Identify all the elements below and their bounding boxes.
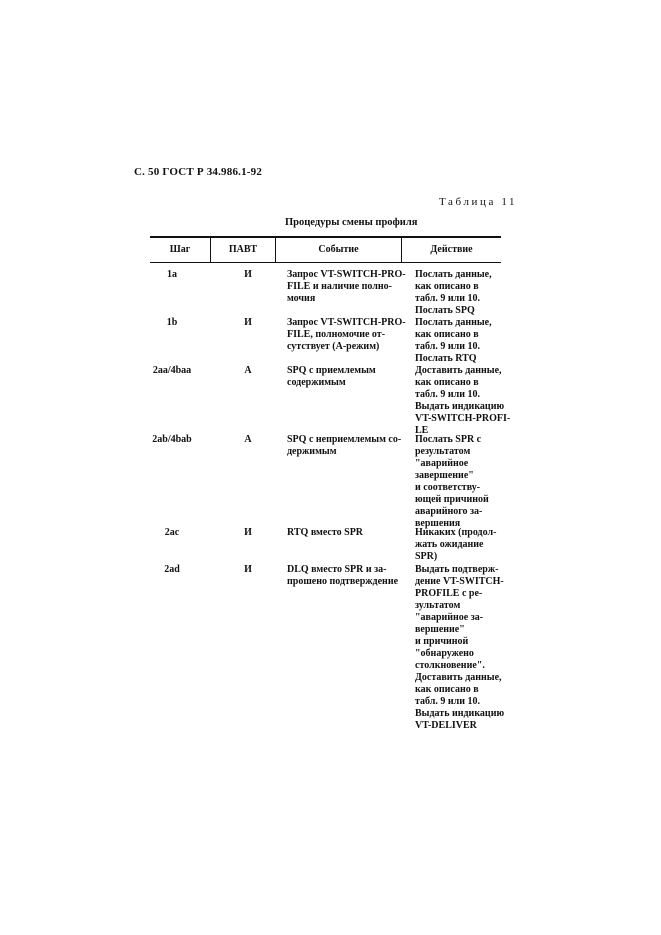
event-cell [287,434,401,458]
event-cell [287,365,376,389]
column-header-step: Шаг [169,244,191,255]
action-cell-line: и соответству- [415,482,481,493]
action-cell-line: вершение" [415,624,465,635]
action-cell-line: Послать SPQ [415,305,475,316]
action-cell-line: как описано в [415,377,479,388]
table-top-rule [150,236,501,238]
event-cell-line: RTQ вместо SPR [287,527,364,538]
action-cell-line: LE [415,425,429,436]
table-header-rule [150,262,501,263]
action-cell [415,527,496,563]
event-cell-line: содержимым [287,377,346,388]
action-cell-line: и причиной [415,636,469,647]
action-cell-line: как описано в [415,281,479,292]
table-label: Таблица 11 [439,196,518,208]
action-cell-line: жать ожидание [415,539,484,550]
event-cell-line: DLQ вместо SPR и за- [287,564,387,575]
action-cell-line: Послать данные, [415,269,492,280]
event-cell-line: FILE, полномочие от- [287,329,386,340]
action-cell [415,317,492,365]
event-cell-line: Запрос VT-SWITCH-PRO- [287,269,406,280]
action-cell-line: табл. 9 или 10. [415,389,481,400]
action-cell-line: как описано в [415,684,479,695]
event-cell [287,564,398,588]
step-cell: 1a [167,269,177,280]
action-cell-line: Выдать индикацию [415,708,505,719]
action-cell-line: Послать RTQ [415,353,477,364]
column-header-event: Событие [318,244,359,255]
action-cell-line: VT-DELIVER [415,720,477,731]
action-cell [415,269,492,317]
action-cell-line: вершения [415,518,461,529]
action-cell [415,564,504,732]
event-cell [287,317,406,353]
action-cell-line: табл. 9 или 10. [415,293,481,304]
action-cell-line: дение VT-SWITCH- [415,576,504,587]
action-cell-line: ющей причиной [415,494,489,505]
action-cell-line: Доставить данные, [415,365,502,376]
action-cell-line: завершение" [415,470,474,481]
pavt-cell: А [244,434,252,445]
table-title: Процедуры смены профиля [285,217,418,228]
event-cell-line: прошено подтверждение [287,576,399,587]
pavt-cell: А [244,365,252,376]
action-cell-line: аварийного за- [415,506,483,517]
action-cell-line: табл. 9 или 10. [415,696,481,707]
pavt-cell: И [244,527,252,538]
event-cell-line: SPQ с неприемлемым со- [287,434,402,445]
action-cell-line: PROFILE с ре- [415,588,483,599]
action-cell [415,365,510,437]
column-header-action: Действие [430,244,473,255]
column-header-pavt: ПАВТ [228,244,258,255]
action-cell-line: "аварийное [415,458,469,469]
action-cell-line: Послать данные, [415,317,492,328]
action-cell-line: "аварийное за- [415,612,484,623]
event-cell-line: FILE и наличие полно- [287,281,392,292]
event-cell-line: SPQ с приемлемым [287,365,376,376]
step-cell: 2aa/4baa [152,365,192,376]
event-cell [287,269,406,305]
action-cell [415,434,489,530]
event-cell-line: Запрос VT-SWITCH-PRO- [287,317,406,328]
action-cell-line: Выдать индикацию [415,401,505,412]
action-cell-line: как описано в [415,329,479,340]
step-cell: 2ad [164,564,180,575]
action-cell-line: VT-SWITCH-PROFI- [415,413,511,424]
action-cell-line: зультатом [415,600,461,611]
pavt-cell: И [244,317,252,328]
pavt-cell: И [244,564,252,575]
action-cell-line: столкновение". [415,660,485,671]
step-cell: 1b [166,317,178,328]
action-cell-line: Доставить данные, [415,672,502,683]
event-cell [287,527,363,539]
event-cell-line: мочия [287,293,316,304]
action-cell-line: Никаких (продол- [415,527,497,538]
action-cell-line: "обнаружено [415,648,474,659]
action-cell-line: результатом [415,446,471,457]
action-cell-line: Послать SPR с [415,434,482,445]
step-cell: 2ac [164,527,180,538]
event-cell-line: держимым [287,446,337,457]
action-cell-line: Выдать подтверж- [415,564,499,575]
action-cell-line: SPR) [415,551,438,562]
pavt-cell: И [244,269,252,280]
page-header: С. 50 ГОСТ Р 34.986.1-92 [134,166,263,178]
action-cell-line: табл. 9 или 10. [415,341,481,352]
step-cell: 2ab/4bab [152,434,192,445]
event-cell-line: сутствует (А-режим) [287,341,380,352]
